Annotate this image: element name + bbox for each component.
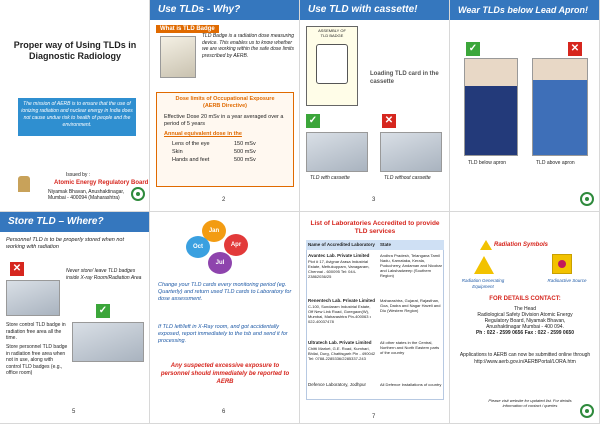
diagram-label: ASSEMBLY OF TLD BADGE — [318, 28, 346, 38]
limits-title: Dose limits of Occupational Exposure (AERB Directive) — [175, 96, 275, 109]
table-cell-state: All other states in the Central, Northern and North Eastern parts of the country — [380, 340, 440, 355]
contact-line: Regulatory Board, Niyamak Bhavan, — [484, 318, 566, 324]
page-number: 2 — [222, 197, 226, 203]
page-number: 3 — [372, 197, 376, 203]
tld-card-icon — [316, 44, 348, 84]
never-store-text: Never store/ leave TLD badges inside X-ray Room/Radiation Area — [66, 268, 142, 281]
check-icon: ✓ — [466, 42, 480, 56]
tld-description: TLD Badge is a radiation dose measuring device. This enables us to know whether we are working within the safe dose limits prescribed by AERB. — [202, 33, 294, 59]
check-icon: ✓ — [306, 114, 320, 128]
cover-title: Proper way of Using TLDs in Diagnostic Radiology — [13, 40, 137, 61]
page-number: 5 — [72, 409, 76, 415]
bullet-control: Store control TLD badge in radiation free area all the time. — [6, 322, 66, 341]
mission-text: The mission of AERB is to ensure that the use of ionizing radiation and nuclear energy in India does not cause undue risk to health of people and the environment. — [21, 101, 133, 128]
dose-row: Lens of the eye 150 mSv — [172, 141, 256, 147]
aerb-logo-icon — [580, 192, 594, 206]
table-cell-state: All Defence Installations of country — [380, 382, 442, 387]
effective-dose: Effective Dose 20 mSv in a year averaged over a period of 5 years — [164, 114, 284, 127]
warning-text: Any suspected excessive exposure to personnel should immediately be reported to AERB — [160, 363, 290, 385]
caption-without: TLD without cassette — [384, 175, 431, 181]
what-label: What is TLD Badge — [156, 25, 219, 33]
table-cell-state: Andhra Pradesh, Telangana Tamil Nadu, Karnataka, Kerala, Puducherry, Andaman and Nicobar and Lakshadweep (Southern Region) — [380, 253, 442, 278]
xray-room-photo — [6, 280, 60, 316]
dose-row: Skin 500 mSv — [172, 149, 256, 155]
aerb-logo-icon — [131, 187, 145, 201]
bullet-personnel: Store personnel TLD badge in radiation free area when not in use, along with control TLD badges (e.g., office room) — [6, 344, 68, 376]
caption-above: TLD above apron — [536, 160, 575, 166]
contact-line: Anushaktinagar Mumbai - 400 094. — [486, 324, 564, 330]
cross-icon: ✕ — [10, 262, 24, 276]
change-text: Change your TLD cards every monitoring period (eg. Quarterly) and return used TLD cards to Laboratory for dose assessment. — [158, 282, 292, 302]
panel-why — [150, 0, 300, 212]
contact-line: Radiological Safety Division Atomic Energy — [477, 312, 573, 318]
org-address: Niyamak Bhavan, Anushaktinagar, Mumbai - 400094 (Maharashtra) — [48, 189, 125, 201]
tld-without-cassette-photo — [380, 132, 442, 172]
panel-change — [150, 212, 300, 424]
col-header-lab: Name of Accredited Laboratory — [306, 240, 378, 250]
office-room-photo — [72, 322, 144, 362]
annual-title: Annual equivalent dose in the — [164, 131, 242, 137]
tld-with-cassette-photo — [306, 132, 368, 172]
national-emblem-icon — [18, 176, 30, 192]
cross-icon: ✕ — [568, 42, 582, 56]
cassette-header: Use TLD with cassette! — [300, 0, 450, 20]
panel-contact — [450, 212, 600, 424]
table-row: Defence Laboratory, Jodhpur — [308, 382, 366, 387]
aerb-logo-icon — [580, 404, 594, 418]
apron-header: Wear TLDs below Lead Apron! — [450, 0, 600, 20]
left-exposed-text: If TLD left/left in X-Ray room, and got accidentally exposed, report immediately to the tsb and send it for processing. — [158, 324, 288, 344]
panel-apron — [450, 0, 600, 212]
table-row: Renentech Lab. Private Limited C-100, Sundaram Industrial Estate, Off New Link Road, Goregaon(W), Mumbai, Maharashtra Pin-400063 • 022-40037478 — [308, 298, 376, 324]
tld-below-apron-photo — [464, 58, 518, 156]
tld-badge-photo — [160, 36, 196, 78]
mission-box — [18, 98, 136, 136]
label-equipment: Radiation Generating Equipment — [461, 278, 505, 289]
issued-by: Issued by : — [66, 172, 91, 178]
radiation-equipment-icon — [474, 256, 494, 274]
table-cell-state: Maharashtra, Gujarat, Rajasthan, Goa, Dadra and Nagar Haveli and Diu (Western Region) — [380, 298, 441, 313]
col-header-state: State — [378, 240, 444, 250]
footnote: Please visit website for updated list. For details information of contact / queries — [488, 398, 572, 408]
page-number: 6 — [222, 409, 226, 415]
page-number: 7 — [372, 414, 376, 420]
why-header: Use TLDs - Why? — [150, 0, 300, 20]
panel-labs — [300, 212, 450, 424]
cross-icon: ✕ — [382, 114, 396, 128]
month-oct: Oct — [186, 236, 210, 258]
month-jul: Jul — [208, 252, 232, 274]
panel-cassette — [300, 0, 450, 212]
radiation-symbols-title: Radiation Symbols — [494, 242, 549, 248]
contact-head: The Head — [514, 306, 536, 312]
org-name: Atomic Energy Regulatory Board — [54, 180, 149, 186]
table-row: Ultratech Lab. Private Limited Chitti Market, G.E. Road, Kumhari, Bhilai, Durg, Chattisgarh Pin - 490042 Tel: 0788-2285336/2285337-243 — [308, 340, 376, 361]
table-row: Avantec Lab. Private Limited Plot # 17, Avignar Arasa Industrial Estate, Mettukuppam, Vanagaram, Chennai - 600095 Tel: 044-23862036/25 — [308, 253, 370, 279]
panel-store — [0, 212, 150, 424]
contact-phone: Ph : 022 - 2599 0656 Fax : 022 - 2599 0650 — [475, 330, 575, 336]
store-header: Store TLD – Where? — [0, 212, 150, 232]
store-intro: Personnel TLD is to be properly stored when not working with radiation — [6, 237, 125, 250]
check-icon: ✓ — [96, 304, 110, 318]
radiation-warning-icon — [480, 240, 492, 250]
applications-text[interactable]: Applications to AERB can now be submitted online through http://www.aerb.gov.in/AERBPortal/LORA.htm — [459, 352, 591, 365]
labs-title: List of Laboratories Accredited to provide TLD services — [310, 220, 440, 235]
trefoil-icon — [558, 260, 566, 268]
contact-title: FOR DETAILS CONTACT: — [489, 296, 561, 302]
caption-below: TLD below apron — [468, 160, 507, 166]
label-source: Radioactive Source — [547, 278, 587, 283]
dose-row: Hands and feet 500 mSv — [172, 157, 256, 163]
month-jan: Jan — [202, 220, 226, 242]
caption-with: TLD with cassette — [310, 175, 350, 181]
month-apr: Apr — [224, 234, 248, 256]
panel-cover — [0, 0, 150, 212]
loading-caption: Loading TLD card in the cassette — [370, 71, 439, 85]
tld-above-apron-photo — [532, 58, 588, 156]
